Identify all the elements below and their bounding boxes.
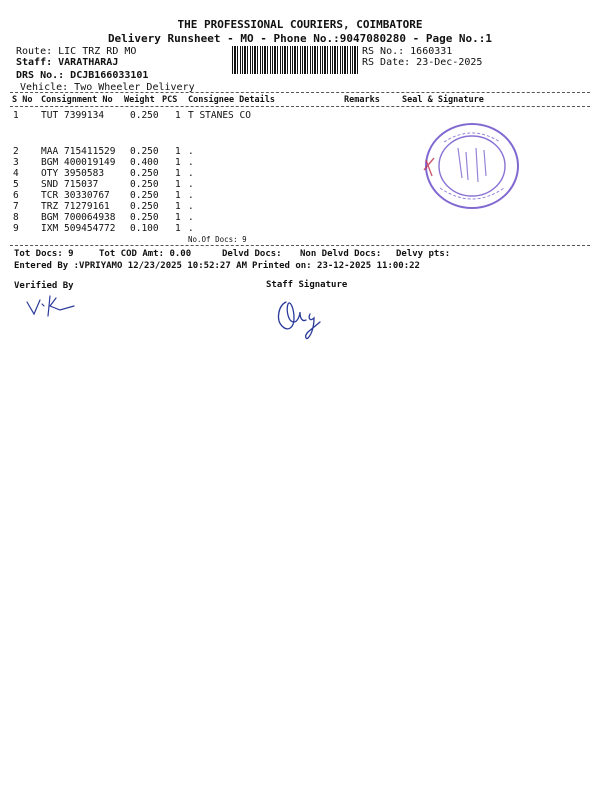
row-sno: 3	[13, 157, 19, 168]
row-prefix: TCR	[41, 190, 59, 201]
row-pcs: 1	[175, 157, 181, 168]
company-title: THE PROFESSIONAL COURIERS, COIMBATORE	[177, 18, 423, 31]
row-weight: 0.250	[130, 179, 159, 190]
verified-signature	[24, 292, 84, 320]
row-sno: 5	[13, 179, 19, 190]
row-consignment-no: 715411529	[64, 146, 116, 157]
col-sno: S No	[12, 95, 33, 105]
vehicle-label: Vehicle: Two Wheeler Delivery	[20, 82, 195, 93]
row-consignee: .	[188, 168, 194, 179]
row-pcs: 1	[175, 168, 181, 179]
row-prefix: TRZ	[41, 201, 59, 212]
row-consignment-no: 30330767	[64, 190, 110, 201]
staff-signature	[272, 292, 334, 342]
row-prefix: OTY	[41, 168, 59, 179]
row-weight: 0.100	[130, 223, 159, 234]
row-pcs: 1	[175, 146, 181, 157]
table-bottom-rule	[10, 245, 590, 246]
row-consignment-no: 3950583	[64, 168, 105, 179]
delvd-docs: Delvd Docs:	[222, 249, 282, 259]
delvy-pts: Delvy pts:	[396, 249, 451, 259]
row-prefix: TUT	[41, 110, 59, 121]
row-sno: 9	[13, 223, 19, 234]
col-consignee: Consignee Details	[188, 95, 275, 105]
row-sno: 4	[13, 168, 19, 179]
row-weight: 0.250	[130, 212, 159, 223]
rs-number: RS No.: 1660331	[362, 46, 453, 57]
row-weight: 0.400	[130, 157, 159, 168]
row-sno: 2	[13, 146, 19, 157]
row-consignee: .	[188, 146, 194, 157]
row-prefix: SND	[41, 179, 59, 190]
no-of-docs: No.Of Docs: 9	[188, 235, 247, 244]
row-pcs: 1	[175, 179, 181, 190]
col-remarks: Remarks	[344, 95, 380, 105]
drs-number: DRS No.: DCJB166033101	[16, 70, 149, 81]
row-consignee: .	[188, 201, 194, 212]
staff-label: Staff: VARATHARAJ	[16, 57, 119, 68]
row-prefix: BGM	[41, 212, 59, 223]
col-weight: Weight	[124, 95, 155, 105]
row-weight: 0.250	[130, 201, 159, 212]
row-pcs: 1	[175, 212, 181, 223]
table-top-rule	[10, 92, 590, 93]
row-consignment-no: 400019149	[64, 157, 116, 168]
staff-signature-label: Staff Signature	[266, 280, 348, 290]
entered-by: Entered By :VPRIYAMO 12/23/2025 10:52:27 AM	[14, 261, 247, 271]
non-delvd-docs: Non Delvd Docs:	[300, 249, 382, 259]
courier-seal-stamp	[418, 118, 524, 216]
row-consignee: .	[188, 157, 194, 168]
table-row	[0, 223, 600, 235]
printed-on: Printed on: 23-12-2025 11:00:22	[252, 261, 420, 271]
row-sno: 1	[13, 110, 19, 121]
runsheet-title: Delivery Runsheet - MO - Phone No.:9047080280 - Page No.:1	[107, 32, 493, 45]
row-weight: 0.250	[130, 110, 159, 121]
row-consignee: .	[188, 212, 194, 223]
row-consignment-no: 71279161	[64, 201, 110, 212]
row-prefix: BGM	[41, 157, 59, 168]
row-consignment-no: 700064938	[64, 212, 116, 223]
table-header-rule	[10, 106, 590, 107]
tot-cod-amt: Tot COD Amt: 0.00	[99, 249, 192, 259]
rs-date: RS Date: 23-Dec-2025	[362, 57, 483, 68]
row-sno: 6	[13, 190, 19, 201]
row-consignee: T STANES CO	[188, 110, 251, 121]
row-consignment-no: 509454772	[64, 223, 116, 234]
row-pcs: 1	[175, 110, 181, 121]
row-pcs: 1	[175, 190, 181, 201]
row-pcs: 1	[175, 223, 181, 234]
row-prefix: IXM	[41, 223, 59, 234]
row-weight: 0.250	[130, 146, 159, 157]
row-sno: 7	[13, 201, 19, 212]
col-pcs: PCS	[162, 95, 178, 105]
row-weight: 0.250	[130, 168, 159, 179]
row-consignee: .	[188, 223, 194, 234]
row-sno: 8	[13, 212, 19, 223]
tot-docs: Tot Docs: 9	[14, 249, 74, 259]
row-prefix: MAA	[41, 146, 59, 157]
row-consignment-no: 715037	[64, 179, 99, 190]
verified-by-label: Verified By	[14, 281, 74, 291]
route-label: Route: LIC TRZ RD MO	[16, 46, 137, 57]
row-pcs: 1	[175, 201, 181, 212]
barcode	[232, 46, 358, 74]
col-seal: Seal & Signature	[402, 95, 484, 105]
row-consignee: .	[188, 179, 194, 190]
col-consignment: Consignment No	[41, 95, 113, 105]
row-consignment-no: 7399134	[64, 110, 105, 121]
row-weight: 0.250	[130, 190, 159, 201]
row-consignee: .	[188, 190, 194, 201]
